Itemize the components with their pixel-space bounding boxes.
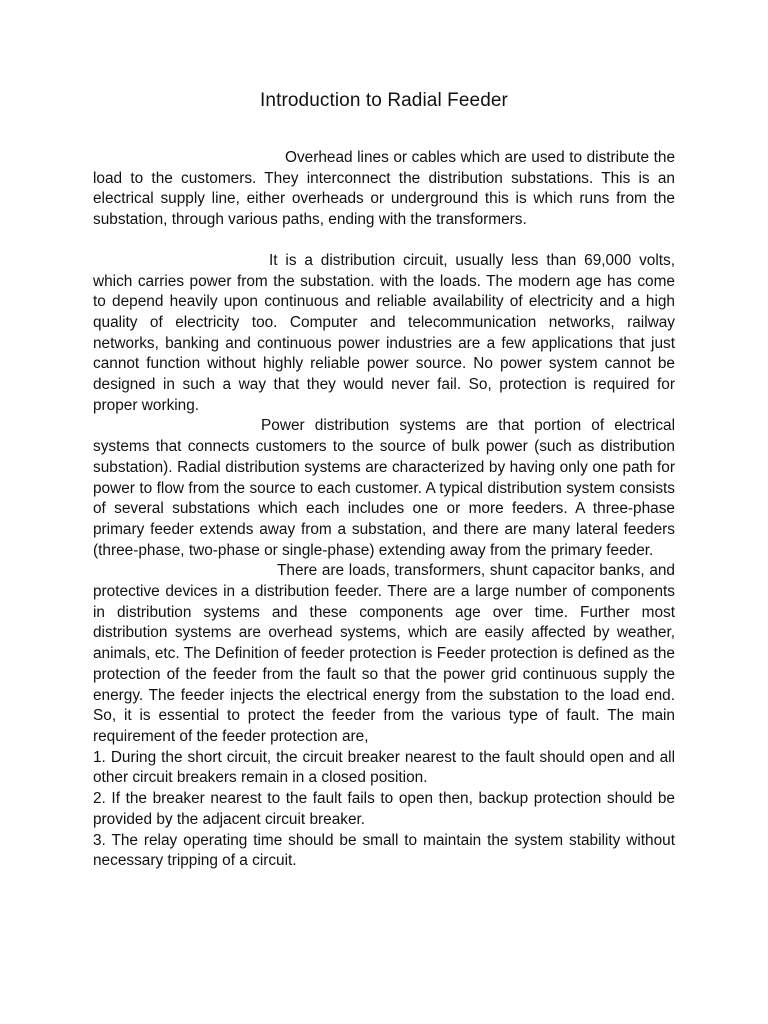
list-item-requirement-2: 2. If the breaker nearest to the fault fails to open then, backup protection should be provided by the adjacent circuit breaker. [93, 790, 675, 828]
paragraph-overhead-lines: Overhead lines or cables which are used to distribute the load to the customers. They interconnect the distribution substations. This is an electrical supply line, either overheads or underground this is which runs from the substation, through various paths, ending with the transformers. [93, 149, 675, 229]
paragraph-distribution-circuit: It is a distribution circuit, usually less than 69,000 volts, which carries power from the substation. with the loads. The modern age has come to depend heavily upon continuous and reliable availability of electricity and a high quality of electricity too. Computer and telecommunication networks, railway networks, banking and continuous power industries are a few applications that just cannot function without highly reliable power source. No power system cannot be designed in such a way that they would never fail. So, protection is required for proper working. [93, 251, 675, 414]
paragraph-feeder-protection: There are loads, transformers, shunt capacitor banks, and protective devices in a distribution feeder. There are a large number of components in distribution systems and these components age over time. Further most distribution systems are overhead systems, which are easily affected by weather, animals, etc. The Definition of feeder protection is Feeder protection is defined as the protection of the feeder from the fault so that the power grid continuous supply the energy. The feeder injects the electrical energy from the substation to the load end. So, it is essential to protect the feeder from the various type of fault. The main requirement of the feeder protection are, [93, 562, 675, 745]
list-item-requirement-3: 3. The relay operating time should be small to maintain the system stability without necessary tripping of a circuit. [93, 831, 675, 870]
paragraph-power-distribution-systems: Power distribution systems are that portion of electrical systems that connects customers to the source of bulk power (such as distribution substation). Radial distribution systems are characterized by having only one path for power to flow from the source to each customer. A typical distribution system consists of several substations which each includes one or more feeders. A three-phase primary feeder extends away from a substation, and there are many lateral feeders (three-phase, two-phase or single-phase) extending away from the primary feeder. [93, 417, 675, 559]
list-item-requirement-1: 1. During the short circuit, the circuit breaker nearest to the fault should open and all other circuit breakers remain in a closed position. [93, 748, 675, 787]
document-title: Introduction to Radial Feeder [260, 90, 508, 111]
document-page [93, 88, 675, 872]
